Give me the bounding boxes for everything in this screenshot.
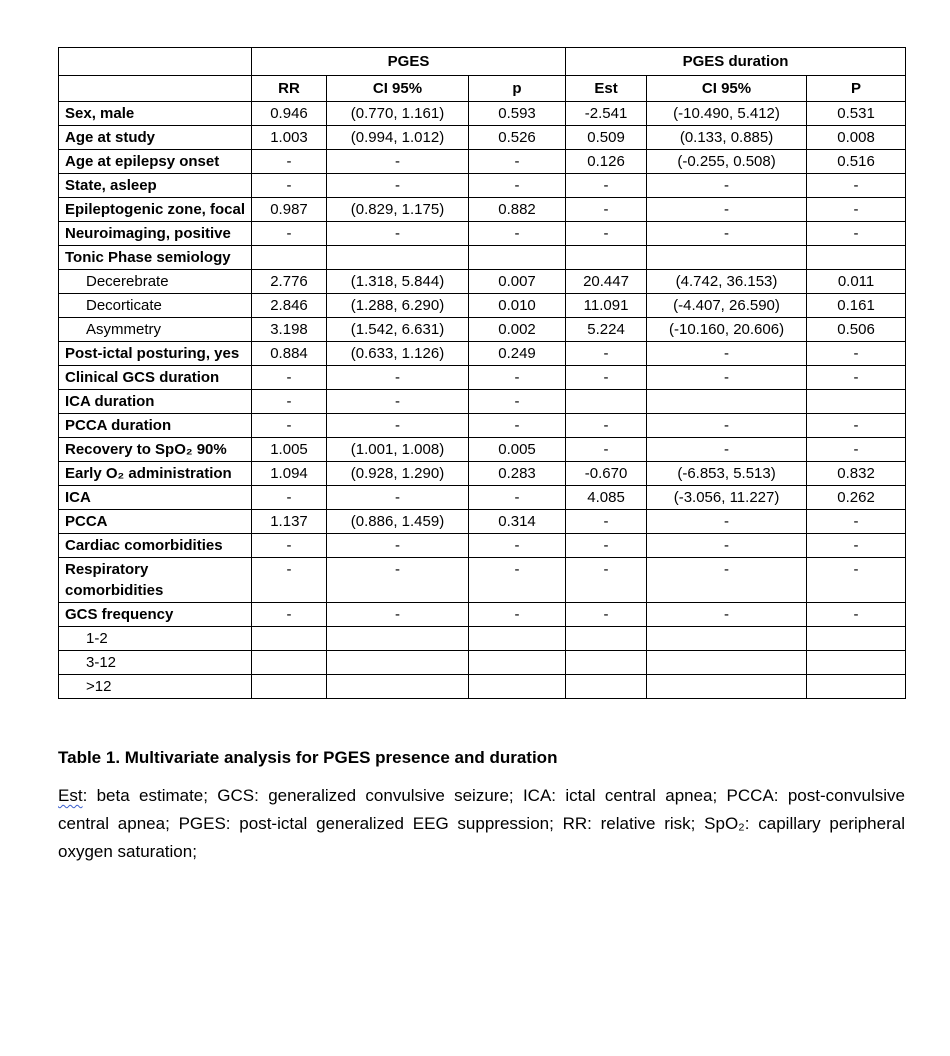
column-group-pges-duration: PGES duration (566, 48, 906, 76)
row-label: Decerebrate (59, 270, 252, 294)
table-cell (807, 675, 906, 699)
row-label: Neuroimaging, positive (59, 222, 252, 246)
table-cell: - (252, 558, 327, 603)
column-header-p-duration: P (807, 76, 906, 102)
row-label: Recovery to SpO₂ 90% (59, 438, 252, 462)
table-cell (566, 675, 647, 699)
table-row (59, 486, 906, 510)
table-caption-title: Table 1. Multivariate analysis for PGES presence and duration (58, 748, 558, 767)
row-label: GCS frequency (59, 603, 252, 627)
row-label: Age at study (59, 126, 252, 150)
table-cell (252, 651, 327, 675)
table-cell: 0.005 (469, 438, 566, 462)
table-cell: - (807, 174, 906, 198)
table-cell: 0.526 (469, 126, 566, 150)
table-cell: - (566, 366, 647, 390)
table-cell: 0.884 (252, 342, 327, 366)
table-row (59, 102, 906, 126)
table-cell: (-0.255, 0.508) (647, 150, 807, 174)
table-cell: 0.506 (807, 318, 906, 342)
table-row (59, 627, 906, 651)
table-cell: 0.126 (566, 150, 647, 174)
table-row (59, 270, 906, 294)
table-cell: - (807, 366, 906, 390)
table-cell: - (252, 222, 327, 246)
table-row (59, 174, 906, 198)
column-group-pges: PGES (252, 48, 566, 76)
table-cell: - (647, 534, 807, 558)
table-cell: - (566, 510, 647, 534)
table-cell: -0.670 (566, 462, 647, 486)
table-row (59, 438, 906, 462)
row-label: Sex, male (59, 102, 252, 126)
row-label: >12 (59, 675, 252, 699)
table-cell: (0.994, 1.012) (327, 126, 469, 150)
table-row (59, 150, 906, 174)
table-cell (647, 627, 807, 651)
table-cell: - (647, 510, 807, 534)
table-cell (469, 651, 566, 675)
table-row (59, 222, 906, 246)
table-cell: - (252, 366, 327, 390)
column-header-ci95-pges: CI 95% (327, 76, 469, 102)
table-cell: - (647, 342, 807, 366)
legend-text: : beta estimate; GCS: generalized convulsive seizure; ICA: ictal central apnea; PCCA: post-convulsive central apnea; PGES: post-ictal generalized EEG suppression; RR: relative risk; SpO₂: capillary peripheral oxygen saturation; (58, 786, 905, 861)
table-cell: - (647, 438, 807, 462)
table-cell: - (807, 342, 906, 366)
table-cell: 1.005 (252, 438, 327, 462)
table-cell: - (807, 438, 906, 462)
table-cell: - (469, 603, 566, 627)
table-row (59, 318, 906, 342)
table-cell (647, 675, 807, 699)
table-cell: 3.198 (252, 318, 327, 342)
table-row (59, 462, 906, 486)
column-header-ci95-duration: CI 95% (647, 76, 807, 102)
table-row (59, 651, 906, 675)
table-cell (469, 246, 566, 270)
table-cell (566, 627, 647, 651)
table-row (59, 390, 906, 414)
table-cell: - (252, 414, 327, 438)
table-cell: - (566, 174, 647, 198)
table-cell: - (252, 486, 327, 510)
row-label: 3-12 (59, 651, 252, 675)
row-label: Asymmetry (59, 318, 252, 342)
table-cell: 0.002 (469, 318, 566, 342)
table-cell (327, 675, 469, 699)
table-cell: (-3.056, 11.227) (647, 486, 807, 510)
table-cell: 0.832 (807, 462, 906, 486)
table-cell: 0.249 (469, 342, 566, 366)
table-cell: - (469, 414, 566, 438)
table-cell: - (327, 534, 469, 558)
row-label: Tonic Phase semiology (59, 246, 252, 270)
table-cell: - (647, 198, 807, 222)
table-cell: - (252, 534, 327, 558)
table-cell (327, 627, 469, 651)
table-cell: - (469, 150, 566, 174)
table-cell: - (566, 438, 647, 462)
table-cell: 0.314 (469, 510, 566, 534)
column-header-est: Est (566, 76, 647, 102)
table-cell: 0.516 (807, 150, 906, 174)
table-cell: (0.928, 1.290) (327, 462, 469, 486)
table-cell: 2.846 (252, 294, 327, 318)
table-cell: - (647, 366, 807, 390)
row-label: Cardiac comorbidities (59, 534, 252, 558)
table-cell: - (566, 534, 647, 558)
legend-term-est: Est (58, 786, 83, 805)
table-row (59, 198, 906, 222)
table-cell: - (807, 414, 906, 438)
table-cell (807, 390, 906, 414)
table-cell: - (469, 534, 566, 558)
table-body (59, 102, 906, 699)
table-cell: - (469, 366, 566, 390)
table-cell: - (469, 486, 566, 510)
table-cell: - (469, 222, 566, 246)
table-cell (469, 627, 566, 651)
table-row (59, 294, 906, 318)
table-cell (807, 627, 906, 651)
table-cell: - (327, 603, 469, 627)
table-cell: - (327, 174, 469, 198)
table-row (59, 342, 906, 366)
table-cell: - (566, 414, 647, 438)
table-cell (647, 246, 807, 270)
table-cell: - (647, 414, 807, 438)
table-cell (807, 651, 906, 675)
table-cell: (1.542, 6.631) (327, 318, 469, 342)
table-cell: - (807, 510, 906, 534)
table-cell: (0.633, 1.126) (327, 342, 469, 366)
table-cell: 0.509 (566, 126, 647, 150)
row-label: Respiratory comorbidities (59, 558, 252, 603)
table-header (59, 48, 906, 102)
table-cell (252, 675, 327, 699)
table-row (59, 603, 906, 627)
row-label: PCCA duration (59, 414, 252, 438)
table-cell: - (807, 558, 906, 603)
header-group-row (59, 48, 906, 76)
table-cell (566, 651, 647, 675)
table-cell: - (469, 174, 566, 198)
table-cell: (0.829, 1.175) (327, 198, 469, 222)
table-cell: 0.946 (252, 102, 327, 126)
table-row (59, 558, 906, 603)
table-cell: 1.094 (252, 462, 327, 486)
table-row (59, 675, 906, 699)
table-cell: - (469, 390, 566, 414)
table-cell: - (807, 534, 906, 558)
table-cell: - (647, 603, 807, 627)
table-cell: (-6.853, 5.513) (647, 462, 807, 486)
table-cell (252, 627, 327, 651)
row-label: Epileptogenic zone, focal (59, 198, 252, 222)
table-cell: - (566, 342, 647, 366)
table-cell: - (566, 222, 647, 246)
table-cell: -2.541 (566, 102, 647, 126)
table-cell: - (327, 486, 469, 510)
row-label: State, asleep (59, 174, 252, 198)
table-cell: - (807, 198, 906, 222)
table-cell: (-10.490, 5.412) (647, 102, 807, 126)
row-label: Early O₂ administration (59, 462, 252, 486)
column-header-rr: RR (252, 76, 327, 102)
row-label: ICA (59, 486, 252, 510)
table-cell (647, 651, 807, 675)
table-cell (252, 246, 327, 270)
table-cell: (1.001, 1.008) (327, 438, 469, 462)
table-cell: 0.882 (469, 198, 566, 222)
table-cell: - (807, 603, 906, 627)
row-label: PCCA (59, 510, 252, 534)
row-label: ICA duration (59, 390, 252, 414)
table-cell: - (647, 174, 807, 198)
table-cell: - (566, 558, 647, 603)
table-cell: 5.224 (566, 318, 647, 342)
column-header-p-pges: p (469, 76, 566, 102)
table-row (59, 414, 906, 438)
table-row (59, 510, 906, 534)
table-cell: 0.531 (807, 102, 906, 126)
table-cell: - (327, 150, 469, 174)
table-cell: - (469, 558, 566, 603)
table-cell (566, 390, 647, 414)
table-caption (58, 745, 905, 866)
table-cell (647, 390, 807, 414)
table-cell: - (566, 603, 647, 627)
header-empty-cell (59, 76, 252, 102)
table-cell: 0.987 (252, 198, 327, 222)
table-cell: 0.593 (469, 102, 566, 126)
multivariate-results-table (58, 47, 906, 699)
table-cell: (1.318, 5.844) (327, 270, 469, 294)
table-cell: (-10.160, 20.606) (647, 318, 807, 342)
table-cell: (0.133, 0.885) (647, 126, 807, 150)
row-label: Clinical GCS duration (59, 366, 252, 390)
table-cell (566, 246, 647, 270)
table-cell: 0.007 (469, 270, 566, 294)
table-row (59, 534, 906, 558)
table-cell: - (252, 150, 327, 174)
table-cell: - (252, 390, 327, 414)
table-cell: (0.770, 1.161) (327, 102, 469, 126)
row-label: Post-ictal posturing, yes (59, 342, 252, 366)
table-cell: - (327, 558, 469, 603)
table-caption-legend (58, 782, 905, 866)
header-columns-row (59, 76, 906, 102)
table-cell (327, 651, 469, 675)
table-cell: - (252, 603, 327, 627)
table-cell: (0.886, 1.459) (327, 510, 469, 534)
table-cell: - (327, 390, 469, 414)
header-corner-cell (59, 48, 252, 76)
table-cell: 0.161 (807, 294, 906, 318)
table-cell: - (327, 222, 469, 246)
table-cell: 0.008 (807, 126, 906, 150)
table-cell: - (252, 174, 327, 198)
table-cell: - (566, 198, 647, 222)
table-cell: 20.447 (566, 270, 647, 294)
table-cell: 0.011 (807, 270, 906, 294)
table-cell: 1.003 (252, 126, 327, 150)
table-cell: - (647, 222, 807, 246)
table-cell: 4.085 (566, 486, 647, 510)
row-label: Age at epilepsy onset (59, 150, 252, 174)
table-cell: - (807, 222, 906, 246)
table-cell: 0.010 (469, 294, 566, 318)
table-cell: 1.137 (252, 510, 327, 534)
row-label: Decorticate (59, 294, 252, 318)
table-cell: - (647, 558, 807, 603)
table-row (59, 366, 906, 390)
table-cell: 2.776 (252, 270, 327, 294)
table-cell: (1.288, 6.290) (327, 294, 469, 318)
table-cell: - (327, 366, 469, 390)
table-row (59, 246, 906, 270)
table-cell (807, 246, 906, 270)
row-label: 1-2 (59, 627, 252, 651)
table-cell: (-4.407, 26.590) (647, 294, 807, 318)
table-cell: 0.262 (807, 486, 906, 510)
table-cell (469, 675, 566, 699)
table-cell: (4.742, 36.153) (647, 270, 807, 294)
table-row (59, 126, 906, 150)
table-cell: 0.283 (469, 462, 566, 486)
table-cell: - (327, 414, 469, 438)
table-cell: 11.091 (566, 294, 647, 318)
table-cell (327, 246, 469, 270)
